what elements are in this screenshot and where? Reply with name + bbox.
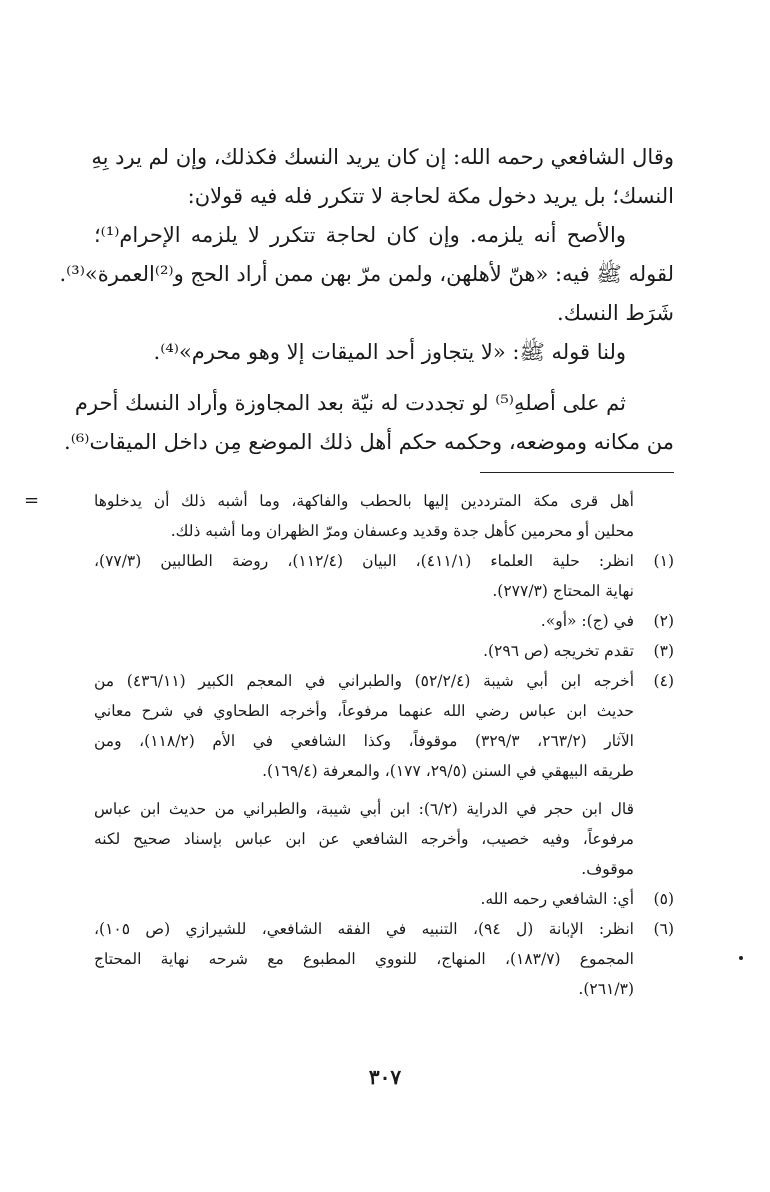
footnote-line: انظر: حلية العلماء (٤١١/١)، البيان (١١٢/٤)، روضة الطالبين (٧٧/٣)، xyxy=(94,552,634,570)
footnote-number: (١) xyxy=(653,552,674,570)
footnote-line: مرفوعاً، وفيه خصيب، وأخرجه الشافعي عن ابن عباس بإسناد صحيح لكنه xyxy=(94,830,634,848)
main-line: ولنا قوله ﷺ: «لا يتجاوز أحد الميقات إلا وهو محرم»⁽⁴⁾. xyxy=(153,340,626,364)
footnote-line: (٢٦١/٣). xyxy=(578,980,634,998)
footnote-number xyxy=(634,794,674,884)
main-line: النسك؛ بل يريد دخول مكة لحاجة لا تتكرر فله فيه قولان: xyxy=(187,184,674,208)
footnote-continuation-mark: = xyxy=(24,490,40,511)
footnote-line: نهاية المحتاج (٢٧٧/٣). xyxy=(492,582,634,600)
footnote-line: المجموع (١٨٣/٧)، المنهاج، للنووي المطبوع مع شرحه نهاية المحتاج xyxy=(94,950,634,968)
main-line: ثم على أصلهِ⁽⁵⁾ لو تجددت له نيّة بعد المجاوزة وأراد النسك أحرم xyxy=(74,391,626,415)
footnote-3 xyxy=(94,636,674,666)
footnote-5 xyxy=(94,884,674,914)
main-line: والأصح أنه يلزمه. وإن كان لحاجة تتكرر لا يلزمه الإحرام⁽¹⁾؛ xyxy=(94,223,626,247)
footnote-continuation xyxy=(94,486,674,546)
main-line: من مكانه وموضعه، وحكمه حكم أهل ذلك الموضع مِن داخل الميقات⁽⁶⁾. xyxy=(64,430,674,454)
footnote-4 xyxy=(94,666,674,786)
main-line: لقوله ﷺ فيه: «هنّ لأهلهن، ولمن مرّ بهن ممن أراد الحج و⁽²⁾العمرة»⁽³⁾. xyxy=(59,262,674,286)
margin-dot xyxy=(739,956,743,960)
footnote-separator xyxy=(480,472,674,473)
footnote-number: (٤) xyxy=(653,672,674,690)
main-text xyxy=(59,138,674,462)
footnote-line: أي: الشافعي رحمه الله. xyxy=(480,890,634,908)
footnotes xyxy=(94,486,674,1004)
footnote-1 xyxy=(94,546,674,606)
footnote-line: محلين أو محرمين كأهل جدة وقديد وعسفان ومرّ الظهران وما أشبه ذلك. xyxy=(170,522,634,540)
footnote-line: تقدم تخريجه (ص ٢٩٦). xyxy=(483,642,634,660)
footnote-2 xyxy=(94,606,674,636)
footnote-line: موقوف. xyxy=(581,860,634,878)
page-number: ٣٠٧ xyxy=(368,1065,402,1089)
footnote-4-note xyxy=(94,794,674,884)
footnote-line: أهل قرى مكة المترددين إليها بالحطب والفاكهة، وما أشبه ذلك أن يدخلوها xyxy=(94,492,634,510)
footnote-number: (٢) xyxy=(653,612,674,630)
footnote-line: قال ابن حجر في الدراية (٦/٢): ابن أبي شيبة، والطبراني من حديث ابن عباس xyxy=(94,800,635,818)
footnote-line: أخرجه ابن أبي شيبة (٥٢/٢/٤) والطبراني في المعجم الكبير (٤٣٦/١١) من xyxy=(94,672,635,690)
main-line: وقال الشافعي رحمه الله: إن كان يريد النسك فكذلك، وإن لم يرد بِهِ xyxy=(91,145,674,169)
footnote-line: في (ج): «أو». xyxy=(540,612,634,630)
footnote-6 xyxy=(94,914,674,1004)
footnote-line: الآثار (٢٦٣/٢، ٣٢٩/٣) موقوفاً، وكذا الشافعي في الأم (١١٨/٢)، ومن xyxy=(94,732,634,750)
footnote-line: طريقه البيهقي في السنن (٢٩/٥، ١٧٧)، والمعرفة (١٦٩/٤). xyxy=(262,762,634,780)
main-line: شَرَط النسك. xyxy=(557,301,674,325)
footnote-number: (٦) xyxy=(653,920,674,938)
footnote-number: (٥) xyxy=(653,890,674,908)
footnote-line: انظر: الإبانة (ل ٩٤)، التنبيه في الفقه الشافعي، للشيرازي (ص ١٠٥)، xyxy=(94,920,634,938)
footnote-number: (٣) xyxy=(653,642,674,660)
footnote-line: حديث ابن عباس رضي الله عنهما مرفوعاً، وأخرجه الطحاوي في شرح معاني xyxy=(94,702,634,720)
